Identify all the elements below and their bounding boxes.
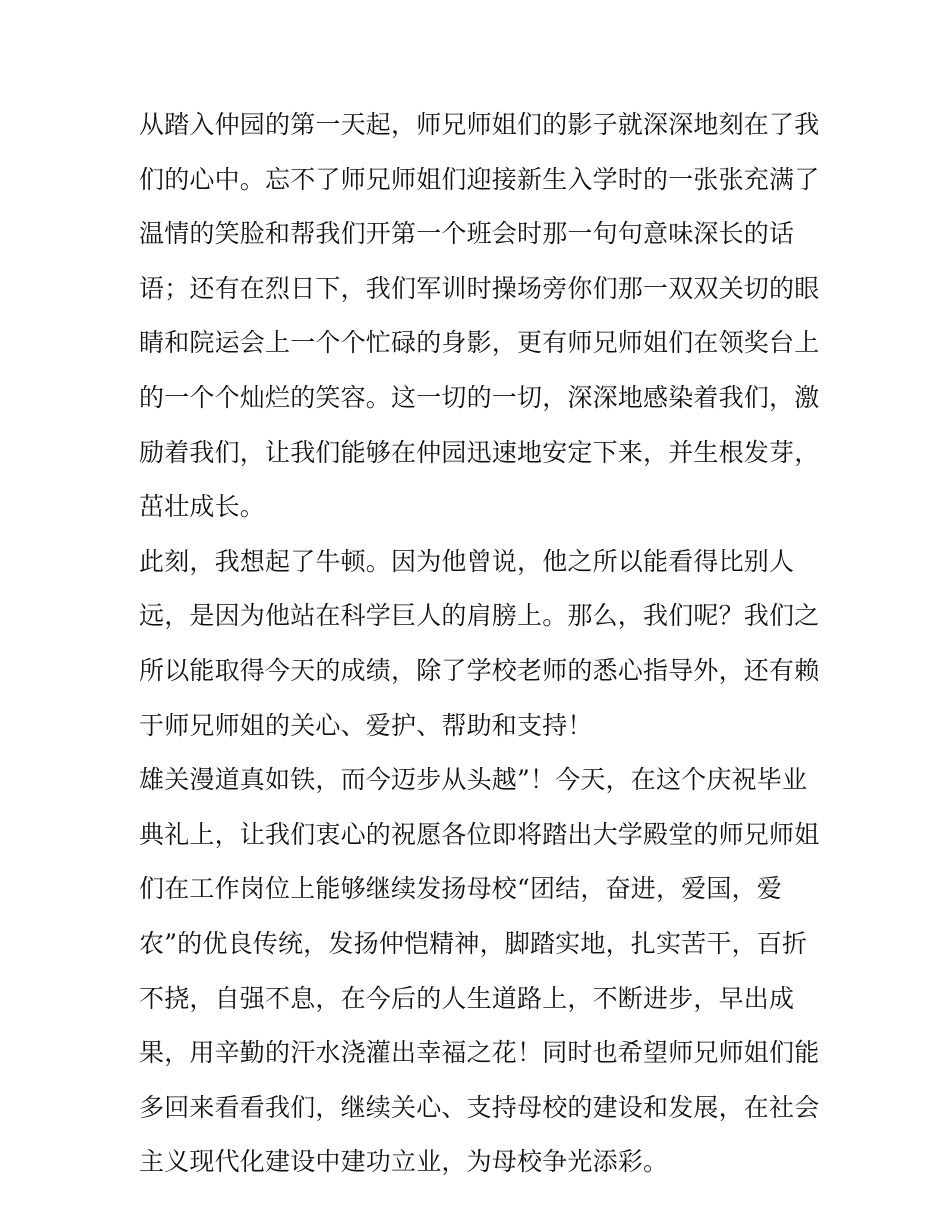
text-line: 典礼上，让我们衷心的祝愿各位即将踏出大学殿堂的师兄师姐	[139, 819, 820, 849]
document-body	[139, 98, 819, 1190]
text-line: 睛和院运会上一个个忙碌的身影，更有师兄师姐们在领奖台上	[139, 328, 820, 358]
text-line: 们的心中。忘不了师兄师姐们迎接新生入学时的一张张充满了	[139, 164, 820, 194]
text-line: 茁壮成长。	[139, 492, 266, 522]
text-line: 多回来看看我们，继续关心、支持母校的建设和发展，在社会	[139, 1092, 820, 1122]
text-line: 的一个个灿烂的笑容。这一切的一切，深深地感染着我们，激	[139, 382, 820, 412]
text-line: 远，是因为他站在科学巨人的肩膀上。那么，我们呢？我们之	[139, 601, 820, 631]
text-line: 果，用辛勤的汗水浇灌出幸福之花！同时也希望师兄师姐们能	[139, 1038, 820, 1068]
text-line: 此刻，我想起了牛顿。因为他曾说，他之所以能看得比别人	[139, 546, 795, 576]
text-line: 语；还有在烈日下，我们军训时操场旁你们那一双双关切的眼	[139, 273, 820, 303]
text-line: 农”的优良传统，发扬仲恺精神，脚踏实地，扎实苦干，百折	[139, 928, 808, 958]
text-line: 们在工作岗位上能够继续发扬母校“团结，奋进，爱国，爱	[139, 874, 782, 904]
text-line: 于师兄师姐的关心、爱护、帮助和支持！	[139, 710, 593, 740]
text-line: 不挠，自强不息，在今后的人生道路上，不断进步，早出成	[139, 983, 795, 1013]
text-line: 所以能取得今天的成绩，除了学校老师的悉心指导外，还有赖	[139, 655, 820, 685]
text-line: 雄关漫道真如铁，而今迈步从头越”！今天，在这个庆祝毕业	[139, 765, 808, 795]
text-line: 主义现代化建设中建功立业，为母校争光添彩。	[139, 1147, 669, 1177]
text-line: 励着我们，让我们能够在仲园迅速地安定下来，并生根发芽，	[139, 437, 820, 467]
text-line: 温情的笑脸和帮我们开第一个班会时那一句句意味深长的话	[139, 219, 795, 249]
text-line: 从踏入仲园的第一天起，师兄师姐们的影子就深深地刻在了我	[139, 110, 820, 139]
